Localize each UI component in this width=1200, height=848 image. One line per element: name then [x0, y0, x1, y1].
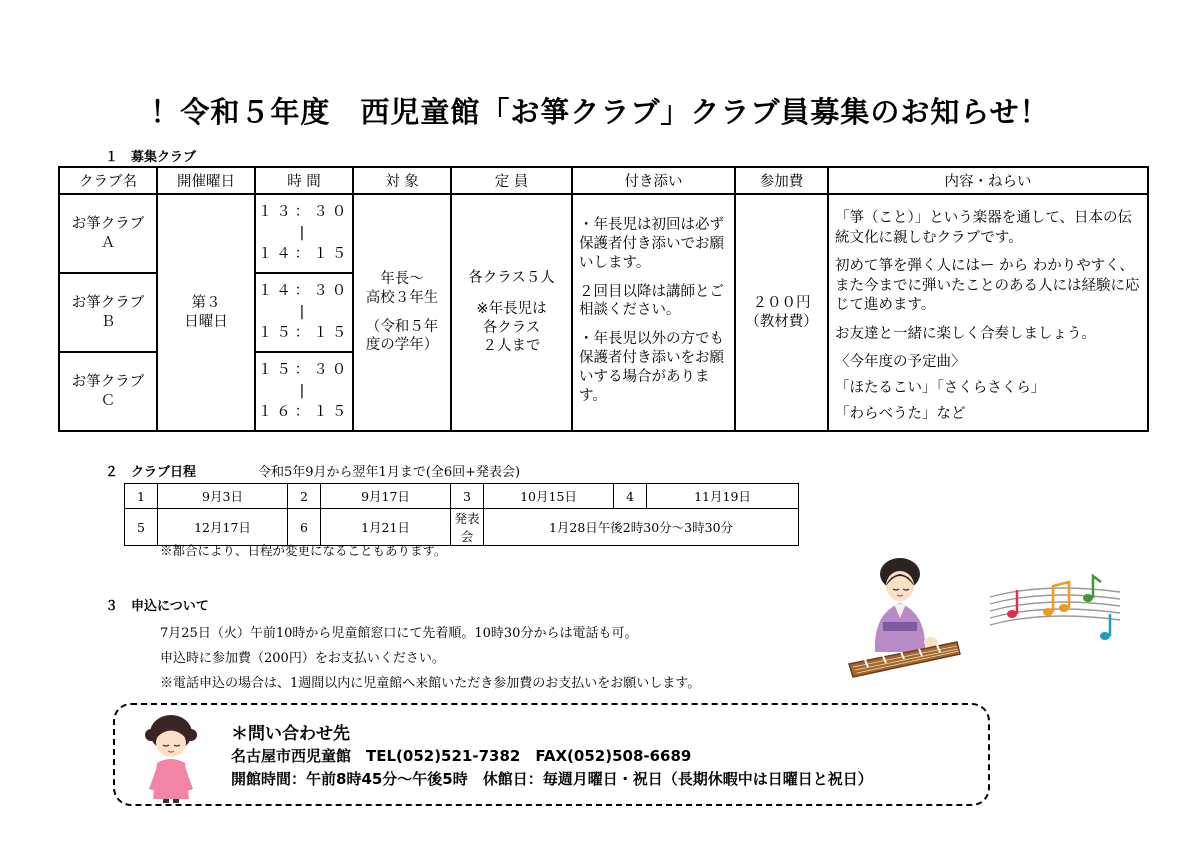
- session-number: 1: [125, 484, 158, 509]
- session-number: 3: [451, 484, 484, 509]
- fee-cell: ２００円 （教材費）: [735, 194, 828, 431]
- club-name: お箏クラブ Ｃ: [59, 352, 157, 431]
- club-table: [58, 166, 1149, 432]
- header-guardian: 付き添い: [572, 167, 735, 194]
- club-table-header: [59, 167, 1148, 194]
- contact-box: [113, 703, 990, 806]
- page-title: ！令和５年度 西児童館「お箏クラブ」クラブ員募集のお知らせ！: [150, 95, 1050, 129]
- header-capacity: 定 員: [451, 167, 572, 194]
- schedule-table: [124, 483, 799, 546]
- target-cell: 年長～ 高校３年生 （令和５年 度の学年）: [353, 194, 451, 431]
- bowing-girl-illustration: [137, 711, 203, 803]
- apply-line: 7月25日（火）午前10時から児童館窓口にて先着順。10時30分からは電話も可。: [160, 626, 638, 641]
- schedule-note: ※都合により、日程が変更になることもあります。: [160, 543, 447, 558]
- session-date: 11月19日: [647, 484, 799, 509]
- session-number: 4: [614, 484, 647, 509]
- header-club-name: クラブ名: [59, 167, 157, 194]
- session-date: 12月17日: [158, 509, 288, 546]
- content-cell: 「箏（こと）」という楽器を通して、日本の伝統文化に親しむクラブです。 初めて箏を弾く人にはー から わかりやすく、また今までに弾いたことのある人には経験に応じて進めます。 お友達と一緒に楽しく合奏しましょう。 〈今年度の予定曲〉 「ほたるこい」「さくらさくら」 「わらべうた」など: [828, 194, 1148, 431]
- contact-hours-line: 開館時間：午前8時45分～午後5時 休館日：毎週月曜日・祝日（長期休暇中は日曜日と祝日）: [231, 770, 873, 788]
- music-notes-illustration: [985, 572, 1125, 644]
- header-time: 時 間: [255, 167, 353, 194]
- session-date: 1月21日: [321, 509, 451, 546]
- header-fee: 参加費: [735, 167, 828, 194]
- apply-line: ※電話申込の場合は、1週間以内に児童館へ来館いただき参加費のお支払いをお願いします。: [160, 676, 701, 691]
- guardian-cell: ・年長児は初回は必ず保護者付き添いでお願いします。 ２回目以降は講師とご相談ください。 ・年長児以外の方でも保護者付き添いをお願いする場合があります。: [572, 194, 735, 431]
- club-name: お箏クラブ Ｂ: [59, 273, 157, 352]
- recital-date: 1月28日午後2時30分～3時30分: [484, 509, 799, 546]
- time-cell: １３：３０ | １４：１５: [255, 194, 353, 273]
- session-number: 5: [125, 509, 158, 546]
- schedule-row: [125, 509, 799, 546]
- club-name: お箏クラブ Ａ: [59, 194, 157, 273]
- header-target: 対 象: [353, 167, 451, 194]
- schedule-period: 令和5年9月から翌年1月まで(全6回+発表会): [258, 465, 521, 480]
- club-row: [59, 194, 1148, 273]
- section3-heading: ３ 申込について: [105, 599, 209, 614]
- session-date: 9月3日: [158, 484, 288, 509]
- day-cell: 第３ 日曜日: [157, 194, 255, 431]
- time-cell: １５：３０ | １６：１５: [255, 352, 353, 431]
- contact-phone-line: 名古屋市西児童館 TEL(052)521-7382 FAX(052)508-6689: [231, 747, 692, 765]
- contact-title: ＊問い合わせ先: [231, 724, 350, 744]
- header-day: 開催曜日: [157, 167, 255, 194]
- koto-player-illustration: [845, 556, 965, 678]
- apply-line: 申込時に参加費（200円）をお支払いください。: [160, 651, 445, 666]
- session-date: 10月15日: [484, 484, 614, 509]
- session-number: 6: [288, 509, 321, 546]
- session-date: 9月17日: [321, 484, 451, 509]
- recital-label: 発表会: [451, 509, 484, 546]
- section2-heading: ２ クラブ日程: [105, 465, 197, 480]
- capacity-cell: 各クラス５人 ※年長児は 各クラス ２人まで: [451, 194, 572, 431]
- session-number: 2: [288, 484, 321, 509]
- header-content: 内容・ねらい: [828, 167, 1148, 194]
- time-cell: １４：３０ | １５：１５: [255, 273, 353, 352]
- schedule-row: [125, 484, 799, 509]
- section1-heading: １ 募集クラブ: [105, 150, 197, 165]
